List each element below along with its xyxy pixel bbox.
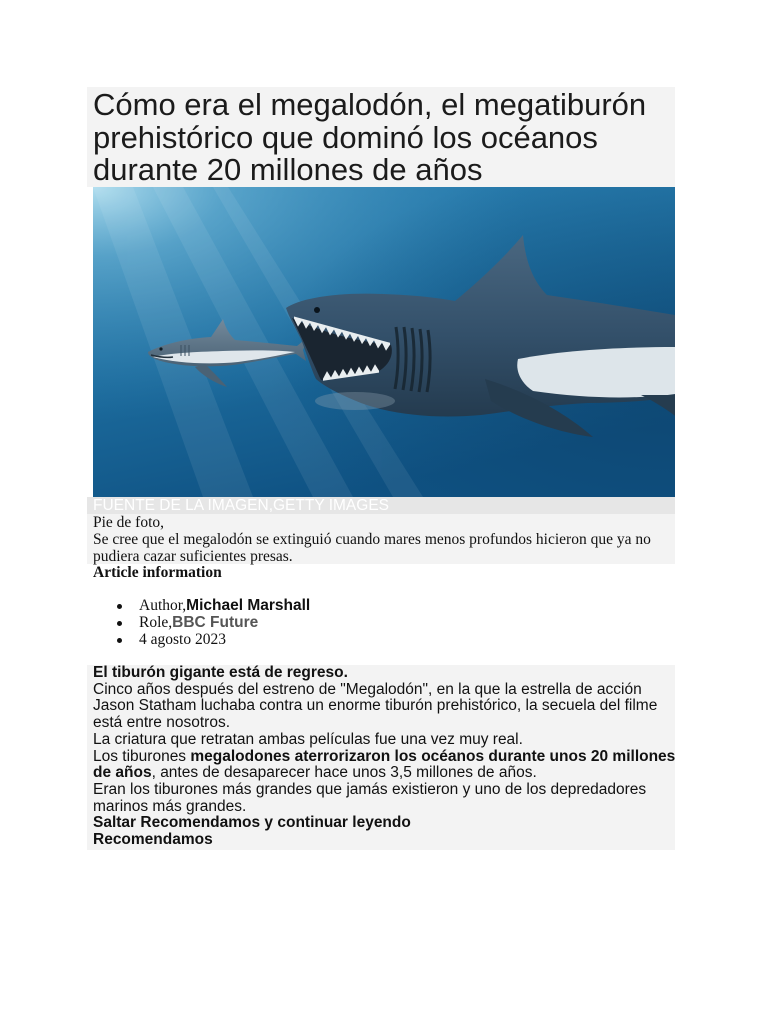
role-link[interactable]: BBC Future: [172, 614, 259, 631]
hero-figure: [93, 187, 675, 497]
image-credit: FUENTE DE LA IMAGEN,GETTY IMAGES: [87, 497, 675, 514]
paragraph-megalodon-era: [93, 749, 679, 782]
megalodon-eye: [314, 307, 320, 313]
hero-image: [93, 187, 675, 497]
paragraph-text: , antes de desaparecer hace unos 3,5 millones de años.: [151, 764, 537, 782]
small-shark-eye: [159, 347, 162, 350]
role-item: [93, 614, 653, 631]
author-label: Author,: [139, 597, 187, 614]
paragraph-real-creature: La criatura que retratan ambas películas fue una vez muy real.: [93, 730, 523, 748]
caption-label: Pie de foto,: [93, 514, 165, 531]
image-caption: [87, 514, 675, 564]
publish-date: 4 agosto 2023: [139, 631, 226, 648]
paragraph-emphasis: megalodones aterrorizaron los océanos durante unos 20 millones de años: [93, 747, 676, 782]
date-item: [93, 631, 653, 648]
article-info-heading: Article information: [93, 564, 222, 581]
paragraph-text: Los tiburones: [93, 747, 191, 765]
caption-text: Se cree que el megalodón se extinguió cuando mares menos profundos hicieron que ya no pudiera cazar suficientes presas.: [93, 531, 651, 565]
author-item: [93, 597, 653, 614]
paragraph-sequel: Cinco años después del estreno de "Megalodón", en la que la estrella de acción Jason Statham luchaba contra un enorme tiburón prehistórico, la secuela del filme está entre nosotros.: [93, 680, 658, 732]
article-info-list: [93, 597, 653, 648]
paragraph-largest-sharks: Eran los tiburones más grandes que jamás existieron y uno de los depredadores marinos más grandes.: [93, 780, 647, 815]
author-name: Michael Marshall: [186, 597, 311, 614]
lead-heading: El tiburón gigante está de regreso.: [93, 664, 348, 681]
role-label: Role,: [139, 614, 173, 631]
skip-recommended-link[interactable]: Saltar Recomendamos y continuar leyendo: [93, 814, 411, 832]
megalodon-throat: [315, 392, 395, 410]
article-title: Cómo era el megalodón, el megatiburón prehistórico que dominó los océanos durante 20 millones de años: [87, 87, 675, 187]
recommended-heading: Recomendamos: [93, 831, 213, 849]
article-body: [87, 665, 675, 850]
